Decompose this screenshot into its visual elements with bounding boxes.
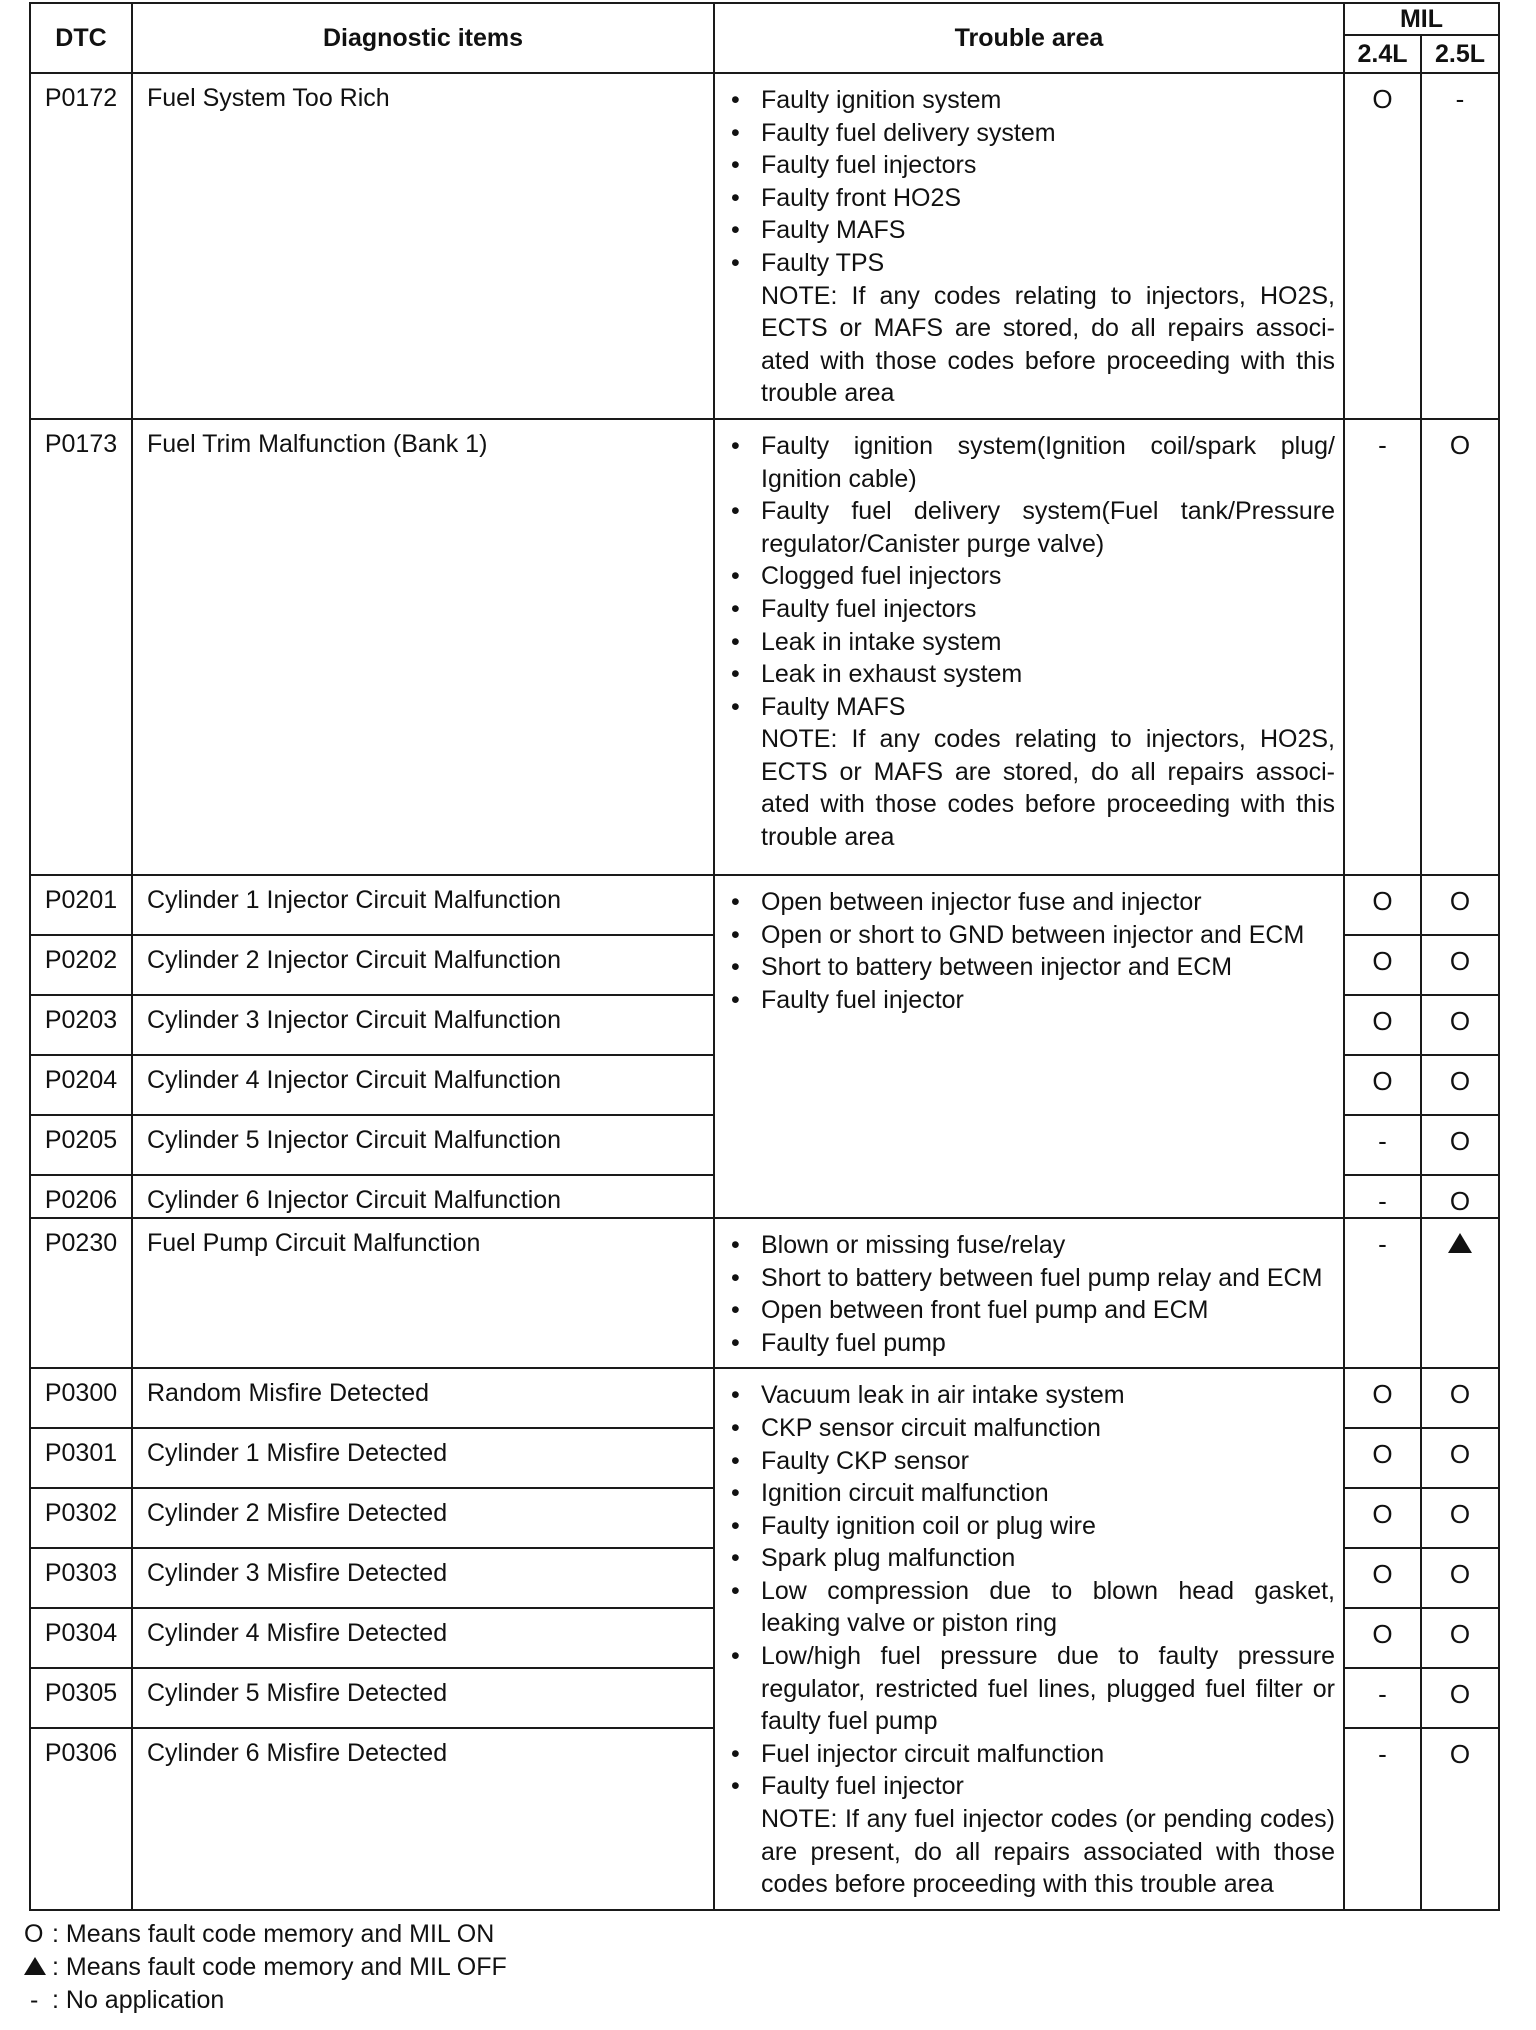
list-item: • Open between front fuel pump and ECM: [727, 1294, 1335, 1327]
list-item: • Faulty ignition system: [727, 84, 1335, 117]
diagnostic-item: Cylinder 5 Injector Circuit Malfunction: [132, 1115, 714, 1175]
mil-cell-2-4l: [1344, 1175, 1421, 1218]
dtc-table: [29, 2, 1500, 1911]
mil-cell-2-5l: [1421, 995, 1499, 1055]
list-item: • Ignition circuit malfunction: [727, 1477, 1335, 1510]
dtc-code: P0302: [30, 1488, 132, 1548]
circle-symbol: O: [24, 1920, 44, 1948]
mil-cell-2-5l: [1421, 1668, 1499, 1728]
mil-value: O: [1449, 1619, 1471, 1650]
mil-cell-2-4l: [1344, 1608, 1421, 1668]
mil-value: O: [1449, 1439, 1471, 1470]
dtc-table-page: [29, 2, 1498, 1911]
diagnostic-item: Cylinder 2 Misfire Detected: [132, 1488, 714, 1548]
table-row: [30, 875, 1499, 935]
mil-value: O: [1372, 1619, 1393, 1650]
mil-cell-2-4l: [1344, 875, 1421, 935]
table-row: [30, 419, 1499, 875]
table-row: [30, 73, 1499, 419]
mil-value: O: [1372, 1005, 1393, 1036]
triangle-icon: [24, 1951, 52, 1984]
legend-text: : Means fault code memory and MIL ON: [52, 1920, 495, 1948]
mil-cell-2-5l: [1421, 1488, 1499, 1548]
list-item: • Spark plug malfunction: [727, 1542, 1335, 1575]
mil-cell-2-4l: [1344, 935, 1421, 995]
trouble-area: [714, 419, 1344, 875]
list-item: • Faulty front HO2S: [727, 182, 1335, 215]
diagnostic-item: Cylinder 3 Misfire Detected: [132, 1548, 714, 1608]
trouble-area: [714, 1368, 1344, 1910]
mil-cell-2-4l: [1344, 1218, 1421, 1368]
mil-cell-2-4l: [1344, 1115, 1421, 1175]
list-item: • Faulty fuel injectors: [727, 593, 1335, 626]
mil-cell-2-4l: [1344, 1368, 1421, 1428]
list-item: • Faulty fuel injector: [727, 984, 1335, 1017]
dtc-code: P0301: [30, 1428, 132, 1488]
diagnostic-item: Cylinder 2 Injector Circuit Malfunction: [132, 935, 714, 995]
mil-cell-2-4l: [1344, 1428, 1421, 1488]
dtc-code: P0303: [30, 1548, 132, 1608]
mil-value: O: [1449, 1065, 1471, 1096]
mil-value: O: [1449, 1125, 1471, 1156]
trouble-list: [727, 1379, 1335, 1803]
trouble-area: [714, 1218, 1344, 1368]
diagnostic-item: Fuel Trim Malfunction (Bank 1): [132, 419, 714, 875]
list-item: • Low compression due to blown head gasket, leaking valve or piston ring: [727, 1575, 1335, 1640]
mil-value: O: [1449, 1185, 1471, 1216]
header-trouble-area: Trouble area: [714, 3, 1344, 73]
list-item: • Low/high fuel pressure due to faulty pressure regulator, restricted fuel lines, plugged fuel filter or faulty fuel pump: [727, 1640, 1335, 1738]
header-dtc: DTC: [30, 3, 132, 73]
legend-item-off: [24, 1951, 507, 1984]
list-item: • Clogged fuel injectors: [727, 560, 1335, 593]
list-item: • Faulty MAFS: [727, 214, 1335, 247]
mil-cell-2-4l: [1344, 1668, 1421, 1728]
dtc-code: P0205: [30, 1115, 132, 1175]
diagnostic-item: Cylinder 4 Misfire Detected: [132, 1608, 714, 1668]
list-item: • Open or short to GND between injector and ECM: [727, 919, 1335, 952]
dtc-code: P0305: [30, 1668, 132, 1728]
header-mil-2-5l: 2.5L: [1421, 35, 1499, 73]
dtc-code: P0204: [30, 1055, 132, 1115]
dash-symbol: -: [30, 1986, 39, 2014]
list-item: • CKP sensor circuit malfunction: [727, 1412, 1335, 1445]
mil-value: -: [1378, 1228, 1387, 1259]
mil-cell-2-5l: [1421, 1368, 1499, 1428]
list-item: • Leak in intake system: [727, 626, 1335, 659]
list-item: • Faulty CKP sensor: [727, 1445, 1335, 1478]
list-item: • Short to battery between fuel pump relay and ECM: [727, 1262, 1335, 1295]
mil-cell-2-5l: [1421, 73, 1499, 419]
list-item: • Faulty fuel delivery system: [727, 117, 1335, 150]
dtc-code: P0203: [30, 995, 132, 1055]
mil-value: -: [1378, 1679, 1387, 1710]
list-item: • Faulty TPS: [727, 247, 1335, 280]
list-item: • Faulty MAFS: [727, 691, 1335, 724]
mil-value: -: [1378, 1185, 1387, 1216]
mil-value: O: [1449, 429, 1471, 460]
dtc-code: P0173: [30, 419, 132, 875]
mil-value: -: [1455, 84, 1465, 114]
diagnostic-item: Cylinder 1 Misfire Detected: [132, 1428, 714, 1488]
table-body: [30, 73, 1499, 1910]
header-diagnostic-items: Diagnostic items: [132, 3, 714, 73]
dtc-code: P0304: [30, 1608, 132, 1668]
header-mil: MIL: [1344, 3, 1499, 35]
mil-cell-2-5l: [1421, 1548, 1499, 1608]
list-item: • Faulty fuel injectors: [727, 149, 1335, 182]
mil-cell-2-4l: [1344, 1548, 1421, 1608]
mil-cell-2-5l: [1421, 1175, 1499, 1218]
mil-value: O: [1372, 84, 1393, 114]
mil-cell-2-4l: [1344, 995, 1421, 1055]
list-item: • Faulty fuel injector: [727, 1770, 1335, 1803]
mil-value: O: [1449, 1499, 1471, 1530]
list-item: • Blown or missing fuse/relay: [727, 1229, 1335, 1262]
mil-cell-2-5l: [1421, 1055, 1499, 1115]
dtc-code: P0172: [30, 73, 132, 419]
mil-cell-2-5l: [1421, 419, 1499, 875]
dtc-code: P0206: [30, 1175, 132, 1218]
trouble-list: [727, 84, 1335, 280]
header-mil-2-4l: 2.4L: [1344, 35, 1421, 73]
table-row: [30, 1218, 1499, 1368]
triangle-icon: [1448, 1233, 1472, 1253]
note-text: NOTE: If any codes relating to injectors, HO2S, ECTS or MAFS are stored, do all repairs associ-ated with those codes before proceeding with this trouble area: [761, 725, 1335, 852]
mil-value: O: [1372, 1439, 1393, 1470]
legend-item-na: [24, 1984, 507, 2017]
trouble-area: [714, 875, 1344, 1218]
diagnostic-item: Cylinder 3 Injector Circuit Malfunction: [132, 995, 714, 1055]
legend-text: : No application: [52, 1986, 225, 2014]
trouble-list: [727, 886, 1335, 1016]
list-item: • Fuel injector circuit malfunction: [727, 1738, 1335, 1771]
note-text: NOTE: If any fuel injector codes (or pending codes) are present, do all repairs associated with those codes before proceeding with this trouble area: [761, 1805, 1335, 1899]
dtc-code: P0202: [30, 935, 132, 995]
mil-value: O: [1449, 1739, 1471, 1770]
diagnostic-item: Fuel Pump Circuit Malfunction: [132, 1218, 714, 1368]
diagnostic-item: Cylinder 6 Injector Circuit Malfunction: [132, 1175, 714, 1218]
mil-cell-2-5l: [1421, 1428, 1499, 1488]
mil-value: O: [1372, 1065, 1393, 1096]
mil-cell-2-4l: [1344, 1728, 1421, 1910]
mil-value: O: [1372, 1379, 1393, 1410]
diagnostic-item: Cylinder 1 Injector Circuit Malfunction: [132, 875, 714, 935]
list-item: • Faulty fuel delivery system(Fuel tank/Pressure regulator/Canister purge valve): [727, 495, 1335, 560]
diagnostic-item: Random Misfire Detected: [132, 1368, 714, 1428]
legend-text: : Means fault code memory and MIL OFF: [52, 1953, 507, 1981]
list-item: • Leak in exhaust system: [727, 658, 1335, 691]
list-item: • Faulty fuel pump: [727, 1327, 1335, 1360]
mil-value: O: [1449, 885, 1471, 916]
mil-cell-2-4l: [1344, 419, 1421, 875]
dtc-code: P0306: [30, 1728, 132, 1910]
mil-cell-2-5l: [1421, 935, 1499, 995]
mil-value: -: [1378, 1739, 1387, 1770]
mil-cell-2-4l: [1344, 1488, 1421, 1548]
trouble-list: [727, 430, 1335, 723]
mil-value: O: [1372, 945, 1393, 976]
mil-value: -: [1378, 429, 1387, 460]
mil-cell-2-5l: [1421, 1115, 1499, 1175]
mil-value: O: [1372, 1499, 1393, 1530]
dtc-code: P0201: [30, 875, 132, 935]
mil-cell-2-4l: [1344, 1055, 1421, 1115]
diagnostic-item: Cylinder 5 Misfire Detected: [132, 1668, 714, 1728]
diagnostic-item: Fuel System Too Rich: [132, 73, 714, 419]
mil-value: O: [1372, 885, 1393, 916]
mil-cell-2-4l: [1344, 73, 1421, 419]
legend: [24, 1918, 507, 2017]
diagnostic-item: Cylinder 6 Misfire Detected: [132, 1728, 714, 1910]
dtc-code: P0230: [30, 1218, 132, 1368]
trouble-area: [714, 73, 1344, 419]
list-item: • Vacuum leak in air intake system: [727, 1379, 1335, 1412]
mil-cell-2-5l: [1421, 1728, 1499, 1910]
list-item: • Faulty ignition system(Ignition coil/spark plug/ Ignition cable): [727, 430, 1335, 495]
diagnostic-item: Cylinder 4 Injector Circuit Malfunction: [132, 1055, 714, 1115]
mil-value: O: [1372, 1559, 1393, 1590]
list-item: • Open between injector fuse and injector: [727, 886, 1335, 919]
mil-value: O: [1449, 1559, 1471, 1590]
table-row: [30, 1368, 1499, 1428]
mil-value: O: [1449, 1379, 1471, 1410]
mil-value: O: [1449, 1005, 1471, 1036]
list-item: • Short to battery between injector and ECM: [727, 951, 1335, 984]
mil-cell-2-5l: [1421, 1608, 1499, 1668]
dtc-code: P0300: [30, 1368, 132, 1428]
note-text: NOTE: If any codes relating to injectors, HO2S, ECTS or MAFS are stored, do all repairs associ-ated with those codes before proceeding with this trouble area: [761, 281, 1335, 408]
mil-value: O: [1449, 1679, 1471, 1710]
trouble-list: [727, 1229, 1335, 1359]
mil-cell-2-5l: [1421, 1218, 1499, 1368]
mil-value: O: [1449, 945, 1471, 976]
mil-cell-2-5l: [1421, 875, 1499, 935]
legend-item-on: [24, 1918, 507, 1951]
list-item: • Faulty ignition coil or plug wire: [727, 1510, 1335, 1543]
mil-value: -: [1378, 1125, 1387, 1156]
